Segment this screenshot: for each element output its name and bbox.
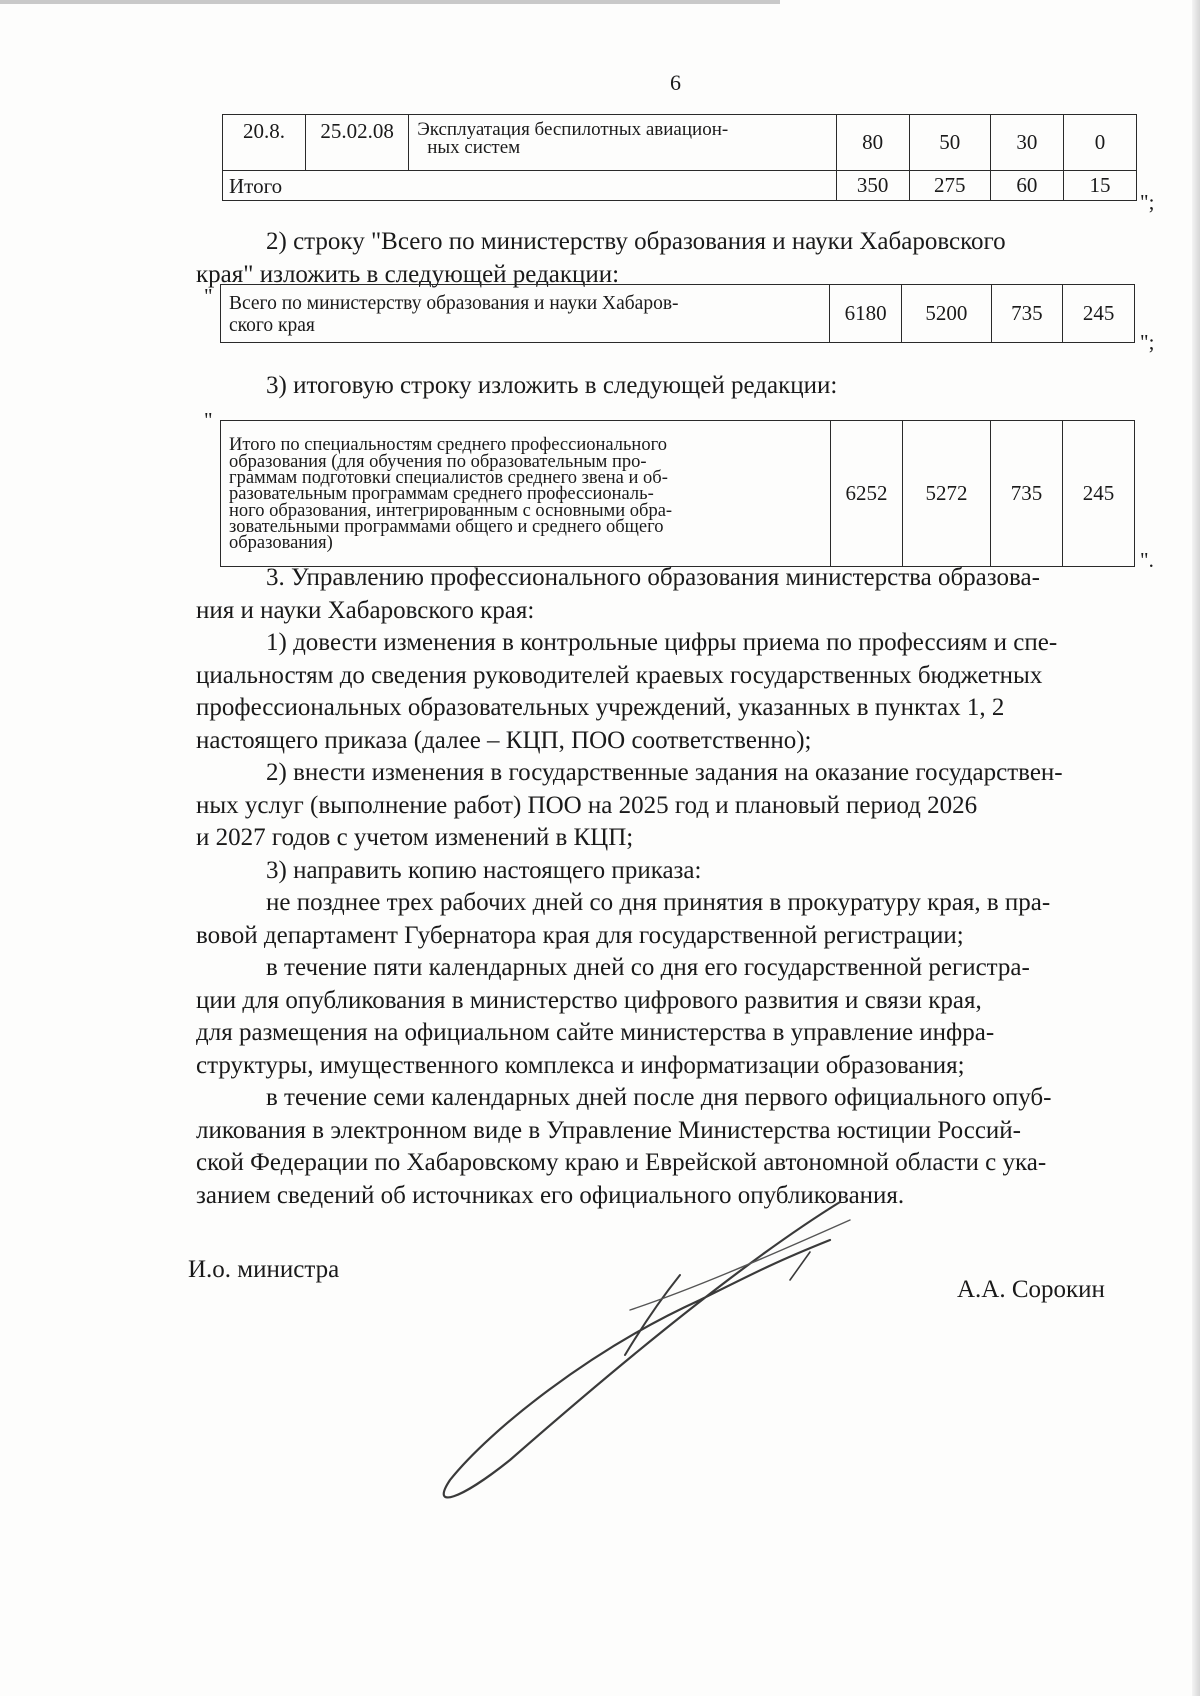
cell-code: 25.02.08 (306, 115, 409, 171)
label-line: разовательным программам среднего профессиональ- (229, 484, 654, 505)
label-line: Итого по специальностям среднего профессионального (229, 435, 667, 456)
cell-value: 245 (1062, 421, 1134, 567)
label-line: образования (для обучения по образовательным про- (229, 451, 647, 472)
signatory-position: И.о. министра (188, 1256, 340, 1283)
signature-stroke (444, 1202, 840, 1497)
cell-value: 0 (1063, 115, 1136, 171)
cell-value: 6252 (830, 421, 902, 567)
closing-quote: "; (1140, 330, 1155, 354)
opening-quote: " (204, 408, 213, 432)
scan-edge-right (1192, 0, 1200, 1696)
cell-total-label: Итого (223, 171, 837, 201)
text-line: для размещения на официальном сайте министерства в управление инфра- (196, 1019, 995, 1046)
cell-value: 50 (909, 115, 990, 171)
text-line: ния и науки Хабаровского края: (196, 596, 535, 624)
cell-total-label (221, 421, 831, 567)
cell-value: 15 (1063, 171, 1136, 201)
text-line: профессиональных образовательных учреждений, указанных в пунктах 1, 2 (196, 694, 1005, 721)
opening-quote: " (204, 284, 213, 308)
label-line: Всего по министерству образования и науки Хабаров- (229, 292, 679, 314)
closing-quote: "; (1140, 190, 1155, 214)
cell-value: 30 (990, 115, 1063, 171)
cell-specialty-name (409, 115, 836, 171)
text-line: ных услуг (выполнение работ) ПОО на 2025 год и плановый период 2026 (196, 791, 978, 819)
table-row (221, 421, 1135, 567)
cell-total-label (221, 285, 830, 343)
label-line: зовательными программами общего и среднего общего (229, 516, 664, 537)
section-3-body (196, 562, 1142, 1212)
handwritten-signature (430, 1180, 950, 1520)
label-line: образования) (229, 533, 333, 554)
cell-value: 5272 (903, 421, 991, 567)
text-line: 2) строку "Всего по министерству образования и науки Хабаровского (266, 228, 1006, 255)
cell-value: 80 (836, 115, 909, 171)
text-line: 1) довести изменения в контрольные цифры приема по профессиям и спе- (266, 629, 1058, 656)
cell-value: 60 (990, 171, 1063, 201)
table-ministry-total (220, 284, 1135, 343)
cell-value: 5200 (902, 285, 991, 343)
cell-value: 735 (990, 421, 1062, 567)
cell-value: 350 (836, 171, 909, 201)
label-line: ного образования, интегрированным с основными обра- (229, 500, 673, 521)
table-row-total (223, 171, 1137, 201)
cell-value: 275 (909, 171, 990, 201)
text-line: циальностям до сведения руководителей краевых государственных бюджетных (196, 661, 1043, 689)
scan-edge-top (0, 0, 780, 4)
text-line: занием сведений об источниках его официального опубликования. (196, 1181, 905, 1209)
specialty-name-line: Эксплуатация беспилотных авиацион- (417, 119, 729, 140)
item-2-text (196, 226, 1142, 291)
signatory-name: А.А. Сорокин (957, 1276, 1105, 1303)
table-final-total (220, 420, 1135, 567)
text-line: не позднее трех рабочих дней со дня принятия в прокуратуру края, в пра- (266, 889, 1051, 916)
table-specialty-rows (222, 114, 1137, 201)
text-line: 3) направить копию настоящего приказа: (266, 856, 702, 884)
text-line: настоящего приказа (далее – КЦП, ПОО соответственно); (196, 726, 812, 754)
text-line: структуры, имущественного комплекса и информатизации образования; (196, 1051, 965, 1079)
text-line: 2) внести изменения в государственные задания на оказание государствен- (266, 759, 1063, 786)
specialty-name-line: ных систем (427, 137, 521, 158)
signature-stroke (625, 1275, 680, 1355)
table-row (223, 115, 1137, 171)
text-line: вовой департамент Губернатора края для государственной регистрации; (196, 921, 964, 949)
table-row (221, 285, 1135, 343)
item-3-text (196, 370, 1142, 403)
text-line: в течение пяти календарных дней со дня его государственной регистра- (266, 954, 1030, 981)
text-line: и 2027 годов с учетом изменений в КЦП; (196, 824, 634, 851)
label-line: ского края (229, 314, 315, 336)
page-number: 6 (670, 70, 681, 95)
label-line: граммам подготовки специалистов среднего звена и об- (229, 468, 668, 489)
text-line: края" изложить в следующей редакции: (196, 260, 620, 288)
cell-value: 735 (991, 285, 1063, 343)
cell-value: 245 (1063, 285, 1135, 343)
text-line: ской Федерации по Хабаровскому краю и Еврейской автономной области с ука- (196, 1149, 1047, 1176)
text-line: в течение семи календарных дней после дня первого официального опуб- (266, 1084, 1052, 1111)
text-line: 3. Управлению профессионального образования министерства образова- (266, 564, 1040, 591)
cell-value: 6180 (830, 285, 902, 343)
text-line: ции для опубликования в министерство цифрового развития и связи края, (196, 986, 982, 1014)
text-line: 3) итоговую строку изложить в следующей редакции: (266, 372, 838, 399)
cell-row-number: 20.8. (223, 115, 306, 171)
closing-quote: ". (1140, 548, 1154, 572)
text-line: ликования в электронном виде в Управление Министерства юстиции Россий- (196, 1116, 1022, 1144)
